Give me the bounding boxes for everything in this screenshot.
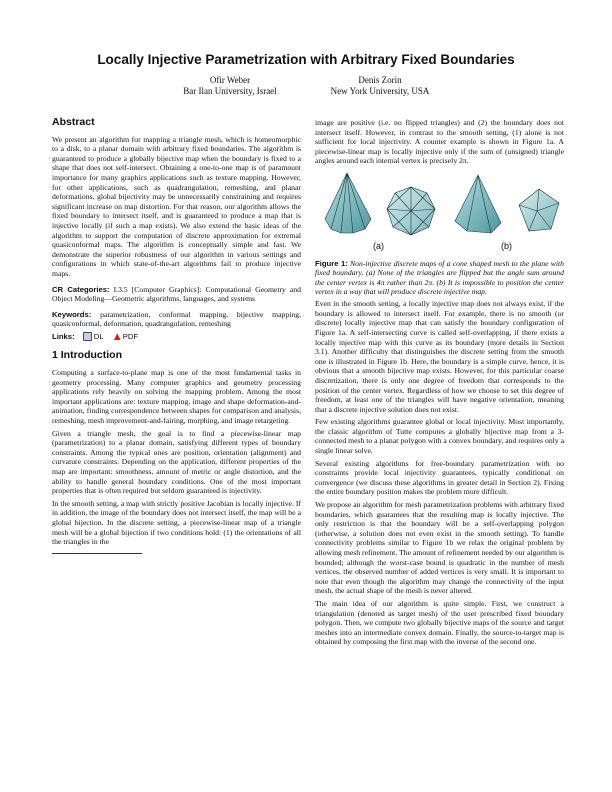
body-paragraph: Few existing algorithms guarantee global or local injectivity. Most importantly, the classic algorithm of Tutte computes a globally bijective map from a 3-connected mesh to a planar polygon with a convex boundary, and requires only a single linear solve. bbox=[315, 417, 564, 456]
caption-text: Non-injective discrete maps of a cone shaped mesh to the plane with fixed boundary. (a) None of the triangles are flipped but the angle sum around the center vertex is 4π rather than 2π. (b) It is impossible to position the center vertex in a way that will produce discrete injective map. bbox=[315, 258, 565, 296]
figure-label-b: (b) bbox=[501, 240, 512, 251]
pdf-link-label: PDF bbox=[122, 331, 139, 341]
author-1 bbox=[170, 75, 290, 97]
right-column bbox=[315, 118, 564, 650]
dl-link[interactable] bbox=[83, 332, 104, 341]
intro-paragraph: Computing a surface-to-plane map is one of the most fundamental tasks in geometry processing. Many computer graphics and geometry processing applications rely heavily on solving the mapping problem. Among the most important applications are: texture mapping, image and shape deformation-and-animation, finding correspondence between shapes for comparison and analysis, remeshing, mesh improvement-and-fairing, morphing, and image retargeting. bbox=[52, 368, 301, 426]
dl-link-label: DL bbox=[93, 331, 104, 341]
body-paragraph: Even in the smooth setting, a locally injective map does not always exist, if the boundary is allowed to intersect itself. For example, there is no smooth (or discrete) locally injective map that can satisfy the boundary configuration of Figure 1a. A self-intersecting curve is called self-overlapping, if there exists a locally injective map with this curve as its boundary (more details in Section 3.1). Another difficulty that distinguishes the discrete setting from the smooth one is illustrated in Figure 1b. Here, the boundary is a simple curve, hence, it is obvious that a smooth bijective map exists. However, for this particular coarse discretization, there is only one degree of freedom that corresponds to the position of the center vertex. Regardless of how we choose to set this degree of freedom, at least one of the triangles will have negative orientation, meaning that a discrete injective solution does not exist. bbox=[315, 299, 564, 414]
flattened-mesh-a bbox=[387, 187, 435, 235]
cr-text: I.3.5 [Computer Graphics]: Computational Geometry and Object Modeling—Geometric algorithms, languages, and systems bbox=[52, 284, 301, 304]
flattened-mesh-b bbox=[519, 189, 559, 231]
cr-label: CR Categories: bbox=[52, 284, 110, 294]
cone-mesh-b bbox=[455, 175, 501, 233]
author-affiliation: New York University, USA bbox=[330, 86, 430, 96]
body-paragraph: image are positive (i.e. no flipped triangles) and (2) the boundary does not intersect itself. However, in contrast to the smooth setting, (1) alone is not sufficient for local injectivity. A counter example is shown in Figure 1a. A piecewise-linear map is locally injective only if the sum of (unsigned) triangle angles around each internal vertex is precisely 2π. bbox=[315, 118, 564, 166]
author-affiliation: Bar Ilan University, Israel bbox=[183, 86, 277, 96]
paper-title: Locally Injective Parametrization with Arbitrary Fixed Boundaries bbox=[97, 52, 515, 67]
author-2 bbox=[315, 75, 445, 97]
links-label: Links: bbox=[52, 331, 75, 341]
keywords-text: parametrization, conformal mapping, bijective mapping, quasiconformal, deformation, quadrangulation, remeshing bbox=[52, 309, 301, 329]
footnote-rule bbox=[52, 553, 142, 554]
intro-paragraph: In the smooth setting, a map with strictly positive Jacobian is locally injective. If in addition, the image of the boundary does not intersect itself, the map will be a global bijection. In the discrete setting, a piecewise-linear map of a triangle mesh will be a global bijection if two conditions hold: (1) the orientations of all the triangles in the bbox=[52, 498, 301, 547]
cr-categories bbox=[52, 285, 301, 304]
author-name: Denis Zorin bbox=[358, 75, 402, 85]
body-paragraph: We propose an algorithm for mesh parametrization problems with arbitrary fixed boundaries, which guarantees that the resulting map is locally injective. The only restriction is that the boundary will be a self-overlapping polygon (otherwise, a solution does not even exist in the smooth setting). To handle connectivity problems similar to Figure 1b we relax the original problem by allowing mesh refinement. The amount of refinement needed by our algorithm is bounded; although the worst-case bound is quadratic in the number of mesh vertices, the observed number of added vertices is very small. It is important to note that even though the algorithm may change the connectivity of the input mesh, the actual shape of the mesh is never altered. bbox=[315, 500, 564, 596]
pdf-link[interactable] bbox=[114, 332, 138, 341]
keywords-label: Keywords: bbox=[52, 309, 92, 319]
keywords bbox=[52, 310, 301, 329]
caption-label: Figure 1: bbox=[315, 258, 348, 268]
pdf-icon bbox=[114, 333, 121, 340]
body-paragraph: The main idea of our algorithm is quite simple. First, we construct a triangulation (denoted as target mesh) of the user prescribed fixed boundary polygon. Then, we compute two globally bijective maps of the source and target meshes into an intermediate convex domain. Finally, the source-to-target map is obtained by composing the first map with the inverse of the second one. bbox=[315, 598, 564, 647]
acm-dl-icon bbox=[83, 332, 92, 341]
figure-1 bbox=[315, 169, 564, 299]
author-name: Ofir Weber bbox=[209, 75, 251, 85]
body-paragraph: Several existing algorithms for free-boundary parametrization with no constraints provide local injectivity guarantees, typically conditional on convergence (we discuss these algorithms in greater detail in Section 2). Fixing the entire boundary position makes the problem more difficult. bbox=[315, 458, 564, 497]
left-column bbox=[52, 118, 301, 554]
links-row bbox=[52, 332, 301, 342]
figure-1-illustration bbox=[315, 169, 564, 299]
section-heading-introduction: 1 Introduction bbox=[52, 349, 122, 362]
abstract-heading: Abstract bbox=[52, 116, 95, 128]
figure-label-a: (a) bbox=[373, 240, 384, 251]
intro-paragraph: Given a triangle mesh, the goal is to find a piecewise-linear map (parametrization) to a planar domain, satisfying different types of boundary constraints. Among the typical ones are position, orientation (alignment) and curvature constraints. Depending on the application, different properties of the map are important: smoothness, amount of metric or angle distortion, and the ability to handle general boundary conditions. One of the most important properties that is often required but seldom guaranteed is injectivity. bbox=[52, 428, 301, 496]
cone-mesh-a bbox=[325, 173, 371, 233]
abstract-text: We present an algorithm for mapping a triangle mesh, which is homeomorphic to a disk, to a planar domain with arbitrary fixed boundaries. The algorithm is guaranteed to produce a globally bijective map when the boundary is fixed to a shape that does not self-intersect. Obtaining a one-to-one map is of paramount importance for many graphics applications such as texture mapping. However, for other applications, such as quadrangulation, remeshing, and planar deformations, global bijectivity may be unnecessarily constraining and requires significant increase on map distortion. For that reason, our algorithm allows the fixed boundary to intersect itself, and is guaranteed to produce a map that is injective locally (if such a map exists). We also extend the basic ideas of the algorithm to support the computation of discrete approximation for extremal quasiconformal maps. The algorithm is conceptually simple and fast. We demonstrate the superior robustness of our algorithm in various settings and configurations in which state-of-the-art algorithms fail to produce injective maps. bbox=[52, 134, 301, 278]
